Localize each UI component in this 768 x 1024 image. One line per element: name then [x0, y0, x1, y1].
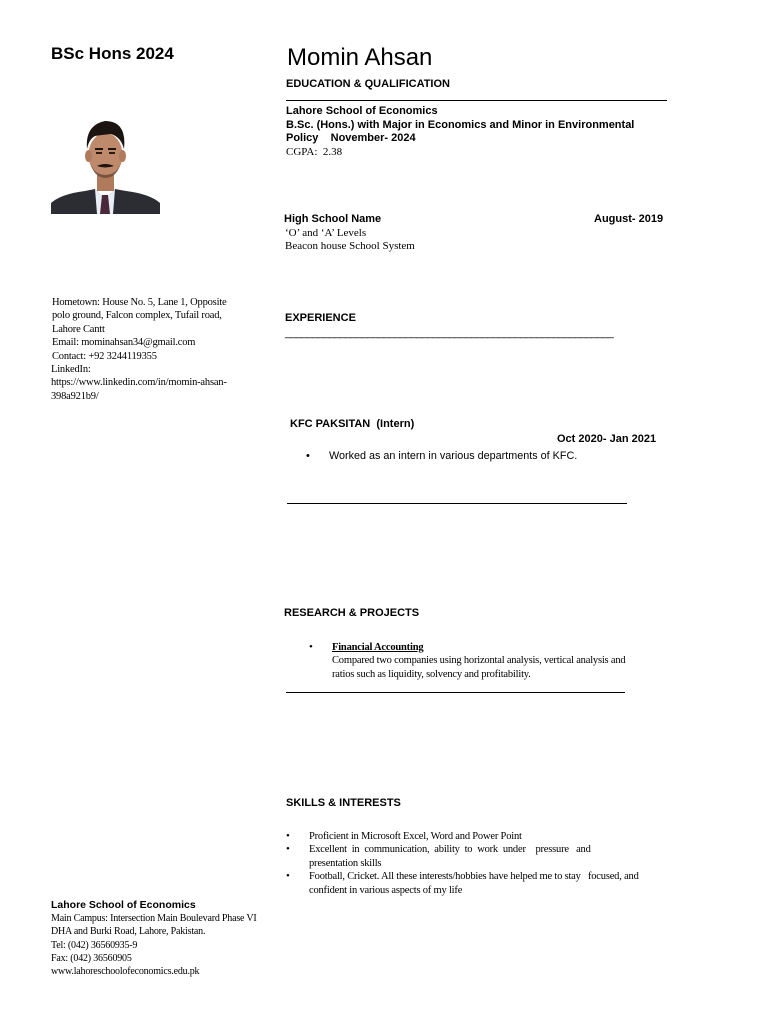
- skill-text: Football, Cricket. All these interests/hobbies have helped me to stay focused, and: [309, 871, 639, 883]
- list-item: [309, 641, 662, 681]
- address-line: DHA and Burki Road, Lahore, Pakistan.: [51, 926, 206, 938]
- list-item: [286, 843, 669, 870]
- skill-text: Proficient in Microsoft Excel, Word and Power Point: [309, 831, 522, 842]
- school-footer-address: [51, 912, 257, 978]
- email-line: Email: mominahsan34@gmail.com: [52, 337, 196, 349]
- company-name: KFC PAKSITAN (Intern): [290, 418, 415, 430]
- high-school-name: High School Name: [284, 213, 382, 225]
- project-title: Financial Accounting: [332, 642, 424, 653]
- list-item: [286, 830, 669, 843]
- linkedin-label: LinkedIn:: [51, 364, 91, 376]
- tel-line: Tel: (042) 36560935-9: [51, 939, 138, 951]
- bullet-icon: •: [286, 830, 290, 842]
- candidate-name: Momin Ahsan: [287, 44, 433, 71]
- research-heading: RESEARCH & PROJECTS: [284, 607, 420, 619]
- experience-bullets: [306, 450, 659, 464]
- person-portrait-icon: [51, 105, 160, 214]
- fax-line: Fax: (042) 36560905: [51, 952, 132, 964]
- profile-photo: [51, 105, 160, 214]
- bullet-icon: •: [286, 843, 290, 856]
- skill-text: confident in various aspects of my life: [309, 884, 463, 896]
- skill-text: Excellent in communication, ability to work under pressure and: [309, 844, 591, 856]
- skills-heading: SKILLS & INTERESTS: [286, 797, 401, 809]
- website-line: www.lahoreschoolofeconomics.edu.pk: [51, 966, 200, 978]
- list-item: [306, 450, 659, 464]
- research-divider: [286, 692, 625, 693]
- bullet-icon: •: [306, 450, 310, 462]
- degree-line: B.Sc. (Hons.) with Major in Economics and Minor in Environmental: [286, 119, 635, 131]
- research-list: [309, 641, 662, 681]
- project-description: ratios such as liquidity, solvency and profitability.: [332, 668, 531, 680]
- list-item: [286, 870, 669, 897]
- high-school-institution: Beacon house School System: [285, 240, 415, 252]
- bullet-text: Worked as an intern in various departments of KFC.: [329, 450, 578, 462]
- contact-line: Lahore Cantt: [52, 323, 105, 335]
- address-line: Main Campus: Intersection Main Boulevard Phase VI: [51, 913, 257, 924]
- education-divider: [286, 100, 667, 101]
- university-name: Lahore School of Economics: [286, 105, 438, 117]
- experience-divider: [287, 503, 627, 504]
- linkedin-url: 398a921b9/: [51, 390, 99, 402]
- bullet-icon: •: [309, 641, 313, 653]
- high-school-levels: ‘O’ and ‘A’ Levels: [285, 227, 367, 239]
- cgpa: CGPA: 2.38: [286, 146, 343, 158]
- bullet-icon: •: [286, 870, 290, 883]
- school-footer-name: Lahore School of Economics: [51, 899, 196, 911]
- project-description: Compared two companies using horizontal analysis, vertical analysis and: [332, 655, 626, 667]
- degree-label: BSc Hons 2024: [51, 44, 174, 63]
- phone-line: Contact: +92 3244119355: [52, 350, 157, 362]
- experience-heading: EXPERIENCE: [285, 312, 356, 324]
- contact-info: [52, 296, 262, 403]
- experience-underline: ____________________________________________________________: [285, 327, 614, 339]
- skill-text: presentation skills: [309, 857, 382, 869]
- linkedin-url: https://www.linkedin.com/in/momin-ahsan-: [51, 377, 227, 389]
- experience-dates: Oct 2020- Jan 2021: [557, 433, 657, 445]
- education-heading: EDUCATION & QUALIFICATION: [286, 78, 450, 90]
- high-school-date: August- 2019: [594, 213, 664, 225]
- degree-line: Policy November- 2024: [286, 132, 416, 144]
- contact-line: polo ground, Falcon complex, Tufail road,: [52, 310, 222, 322]
- skills-list: [286, 830, 669, 897]
- contact-line: Hometown: House No. 5, Lane 1, Opposite: [52, 297, 227, 308]
